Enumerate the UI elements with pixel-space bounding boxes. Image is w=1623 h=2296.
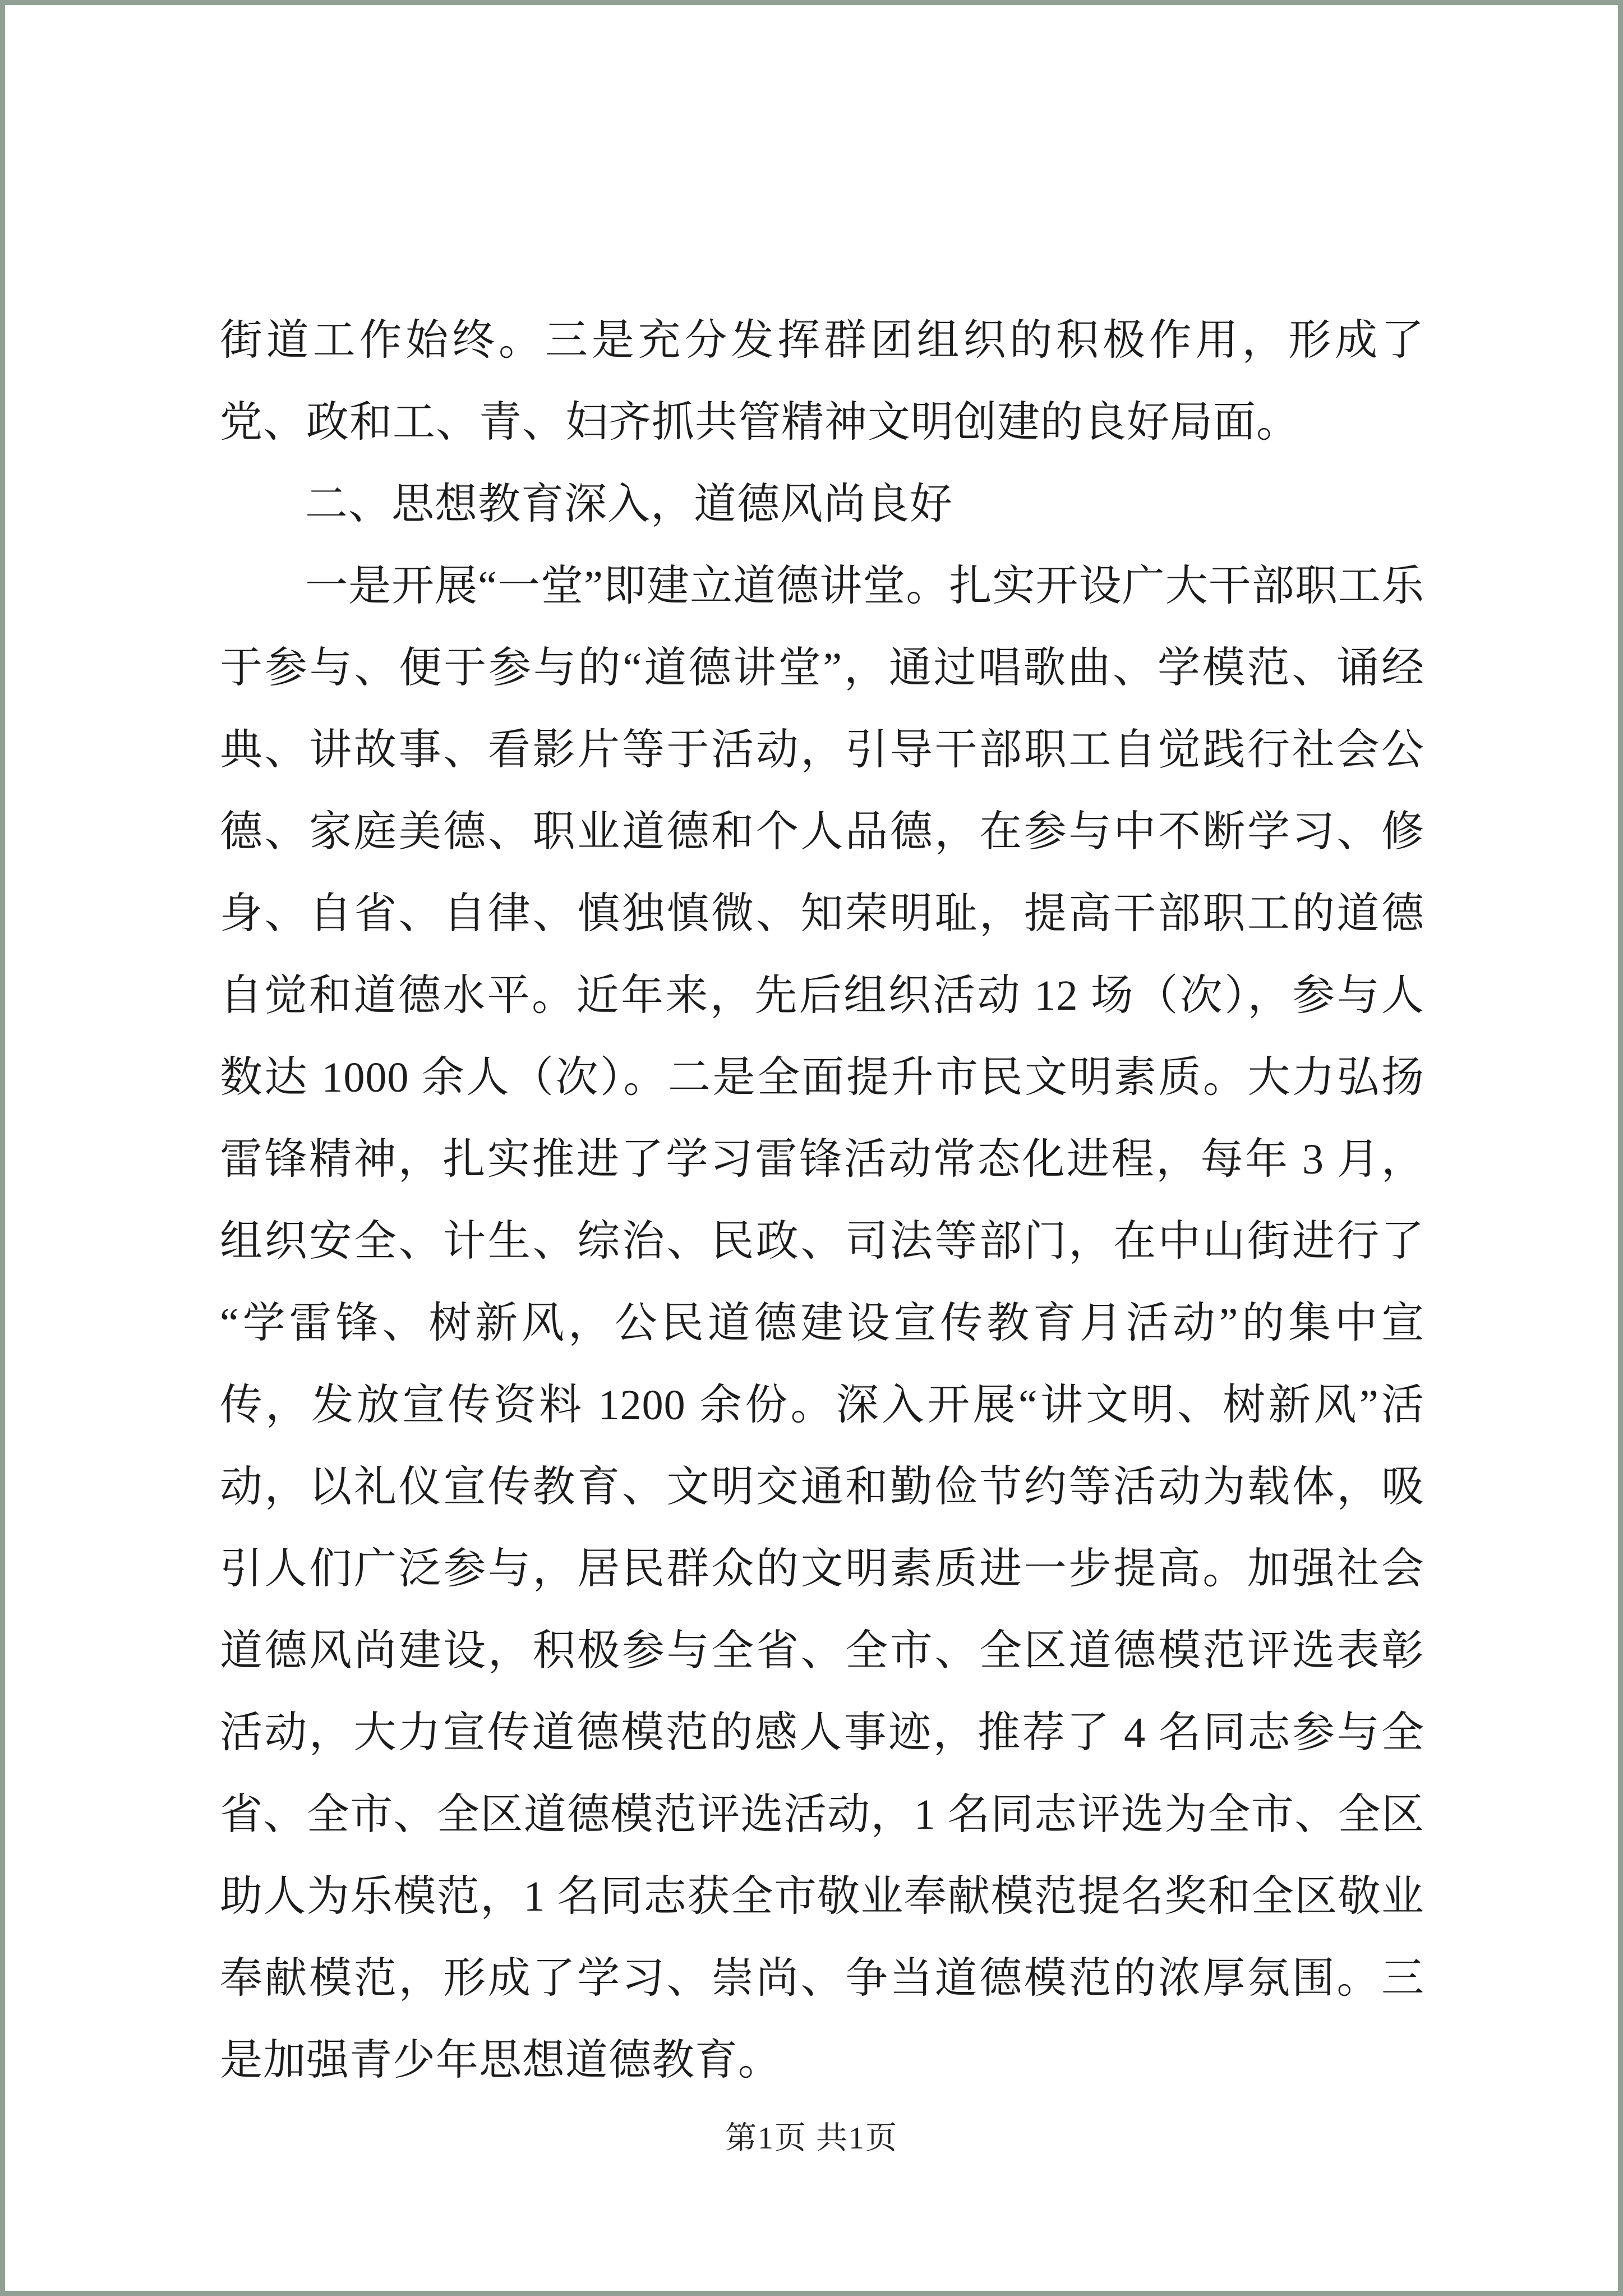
paragraph-body: 一是开展“一堂”即建立道德讲堂。扎实开设广大干部职工乐于参与、便于参与的“道德讲堂”，通过唱歌曲、学模范、诵经典、讲故事、看影片等于活动，引导干部职工自觉践行社会公德、家庭美德、职业道德和个人品德，在参与中不断学习、修身、自省、自律、慎独慎微、知荣明耻，提高干部职工的道德自觉和道德水平。近年来，先后组织活动 12 场（次），参与人数达 1000 余人（次）。二是全面提升市民文明素质。大力弘扬雷锋精神，扎实推进了学习雷锋活动常态化进程，每年 3 月，组织安全、计生、综治、民政、司法等部门，在中山街进行了“学雷锋、树新风，公民道德建设宣传教育月活动”的集中宣传，发放宣传资料 1200 余份。深入开展“讲文明、树新风”活动，以礼仪宣传教育、文明交通和勤俭节约等活动为载体，吸引人们广泛参与，居民群众的文明素质进一步提高。加强社会道德风尚建设，积极参与全省、全市、全区道德模范评选表彰活动，大力宣传道德模范的感人事迹，推荐了 4 名同志参与全省、全市、全区道德模范评选活动，1 名同志评选为全市、全区助人为乐模范，1 名同志获全市敬业奉献模范提名奖和全区敬业奉献模范，形成了学习、崇尚、争当道德模范的浓厚氛围。三是加强青少年思想道德教育。 xyxy=(220,563,1424,2084)
section-heading: 二、思想教育深入，道德风尚良好 xyxy=(305,481,953,528)
page-number-footer: 第1页 共1页 xyxy=(725,2121,898,2156)
document-body xyxy=(220,300,1424,2101)
paragraph-continuation: 街道工作始终。三是充分发挥群团组织的积极作用，形成了党、政和工、青、妇齐抓共管精神文明创建的良好局面。 xyxy=(220,317,1424,446)
